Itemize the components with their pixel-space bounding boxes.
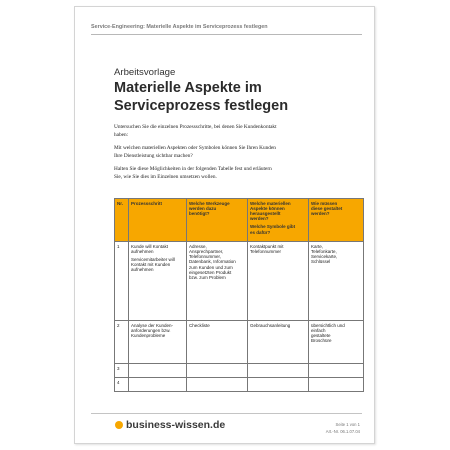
header-line: werden dazu [189, 205, 217, 211]
cell-tools[interactable] [187, 364, 248, 378]
title-line: Serviceprozess festlegen [114, 98, 289, 114]
document-title [114, 79, 354, 115]
cell-nr: 1 [115, 242, 129, 321]
table-header-row [115, 199, 364, 242]
cell-line: Telefonnummer [250, 248, 282, 254]
worksheet-table [114, 198, 364, 392]
logo-text: business-wissen.de [126, 419, 226, 431]
cell-design [309, 321, 364, 364]
footer-divider [91, 413, 362, 414]
title-line: Materielle Aspekte im [114, 80, 262, 96]
header-line: es dafür? [250, 229, 271, 235]
column-header-design [309, 199, 364, 242]
cell-line: Kundenprobleme [131, 333, 166, 339]
cell-aspects[interactable] [248, 364, 309, 378]
header-line: benötigt? [189, 211, 210, 217]
cell-line: Datenbank, Information [189, 259, 236, 265]
table-row [115, 242, 364, 321]
cell-aspects [248, 321, 309, 364]
cell-tools[interactable] [187, 378, 248, 392]
footer-info [326, 422, 360, 435]
column-header-tools [187, 199, 248, 242]
text-line: Ihre Dienstleistung sichtbar machen? [114, 153, 193, 159]
cell-line: eingesetzten Produkt [189, 270, 232, 276]
cell-nr: 4 [115, 378, 129, 392]
cell-step[interactable] [129, 378, 187, 392]
text-line: Sie, wie Sie dies im Einzelnen umsetzen wollen. [114, 173, 217, 180]
cell-step [129, 321, 187, 364]
cell-line: Servicemitarbeiter will [131, 256, 175, 262]
header-line: Welche materiellen [250, 200, 291, 206]
cell-aspects [248, 242, 309, 321]
table-row [115, 321, 364, 364]
cell-line: Broschüre [311, 338, 332, 344]
cell-line: einfach [311, 327, 326, 333]
cell-block [131, 257, 184, 273]
text-line: Mit welchen materiellen Aspekten oder Symbolen können Sie Ihren Kunden [114, 144, 276, 151]
article-number: Art.-Nr. 06.1.07.04 [325, 428, 360, 434]
cell-aspects[interactable] [248, 378, 309, 392]
text-line: haben: [114, 132, 129, 139]
cell-line: Checkliste [189, 322, 210, 328]
header-block [250, 201, 306, 222]
document-subtitle: Arbeitsvorlage [114, 67, 176, 78]
cell-line: Telefonnummer, [189, 254, 222, 260]
header-line: Wie müssen [311, 200, 338, 206]
text-line: Untersuchen Sie die einzelnen Prozessschritte, bei denen Sie Kundenkontakt [114, 124, 277, 130]
cell-line: aufnehmen [131, 248, 154, 254]
cell-line: Ansprechpartner, [189, 248, 224, 254]
header-line: herausgestellt [250, 211, 281, 217]
page-header: Service-Engineering: Materielle Aspekte im Serviceprozess festlegen [91, 24, 268, 30]
cell-line: Gebrauchsanleitung [250, 322, 291, 328]
cell-line: Analyse der Kunden- [131, 322, 174, 328]
cell-line: Kontakt mit Kunden [131, 262, 171, 268]
text-line: Halten Sie diese Möglichkeiten in der folgenden Tabelle fest und erläutern [114, 165, 272, 172]
cell-tools [187, 321, 248, 364]
cell-line: Servicekarte, [311, 254, 338, 260]
header-block [250, 224, 306, 235]
header-line: diese gestaltet [311, 205, 343, 211]
cell-line: Karte, [311, 243, 324, 249]
cell-tools [187, 242, 248, 321]
document-page [74, 6, 375, 444]
logo-dot-icon [115, 421, 123, 429]
table-row [115, 364, 364, 378]
cell-line: zum Kunden und zum [189, 264, 233, 270]
header-line: Welche Symbole gibt [250, 224, 296, 230]
cell-block [131, 244, 184, 255]
cell-nr: 3 [115, 364, 129, 378]
cell-line: Adresse, [189, 243, 207, 249]
header-divider [91, 34, 362, 35]
header-line: werden? [311, 211, 330, 217]
cell-line: aufnehmen [131, 267, 154, 273]
cell-design[interactable] [309, 378, 364, 392]
instructions [114, 123, 344, 185]
header-line: Welche Werkzeuge [189, 200, 230, 206]
instruction-paragraph [114, 123, 344, 139]
cell-line: Telefonkarte, [311, 248, 337, 254]
table-row [115, 378, 364, 392]
brand-logo [115, 419, 225, 431]
cell-step[interactable] [129, 364, 187, 378]
cell-design[interactable] [309, 364, 364, 378]
cell-line: Kunde will Kontakt [131, 243, 169, 249]
cell-step [129, 242, 187, 321]
header-line: Aspekte können [250, 205, 285, 211]
column-header-step: Prozessschritt [129, 199, 187, 242]
cell-line: Schlüssel [311, 259, 331, 265]
instruction-paragraph [114, 144, 344, 160]
cell-nr: 2 [115, 321, 129, 364]
cell-line: Kontaktpunkt mit [250, 243, 284, 249]
header-line: werden? [250, 216, 269, 222]
cell-line: anforderungen bzw. [131, 327, 171, 333]
column-header-aspects [248, 199, 309, 242]
page-number: Seite 1 von 1 [335, 422, 360, 427]
cell-line: gestaltete [311, 333, 331, 339]
cell-design [309, 242, 364, 321]
cell-line: bzw. zum Problem [189, 275, 226, 281]
cell-line: übersichtlich und [311, 322, 345, 328]
instruction-paragraph [114, 165, 344, 181]
column-header-nr: Nr. [115, 199, 129, 242]
